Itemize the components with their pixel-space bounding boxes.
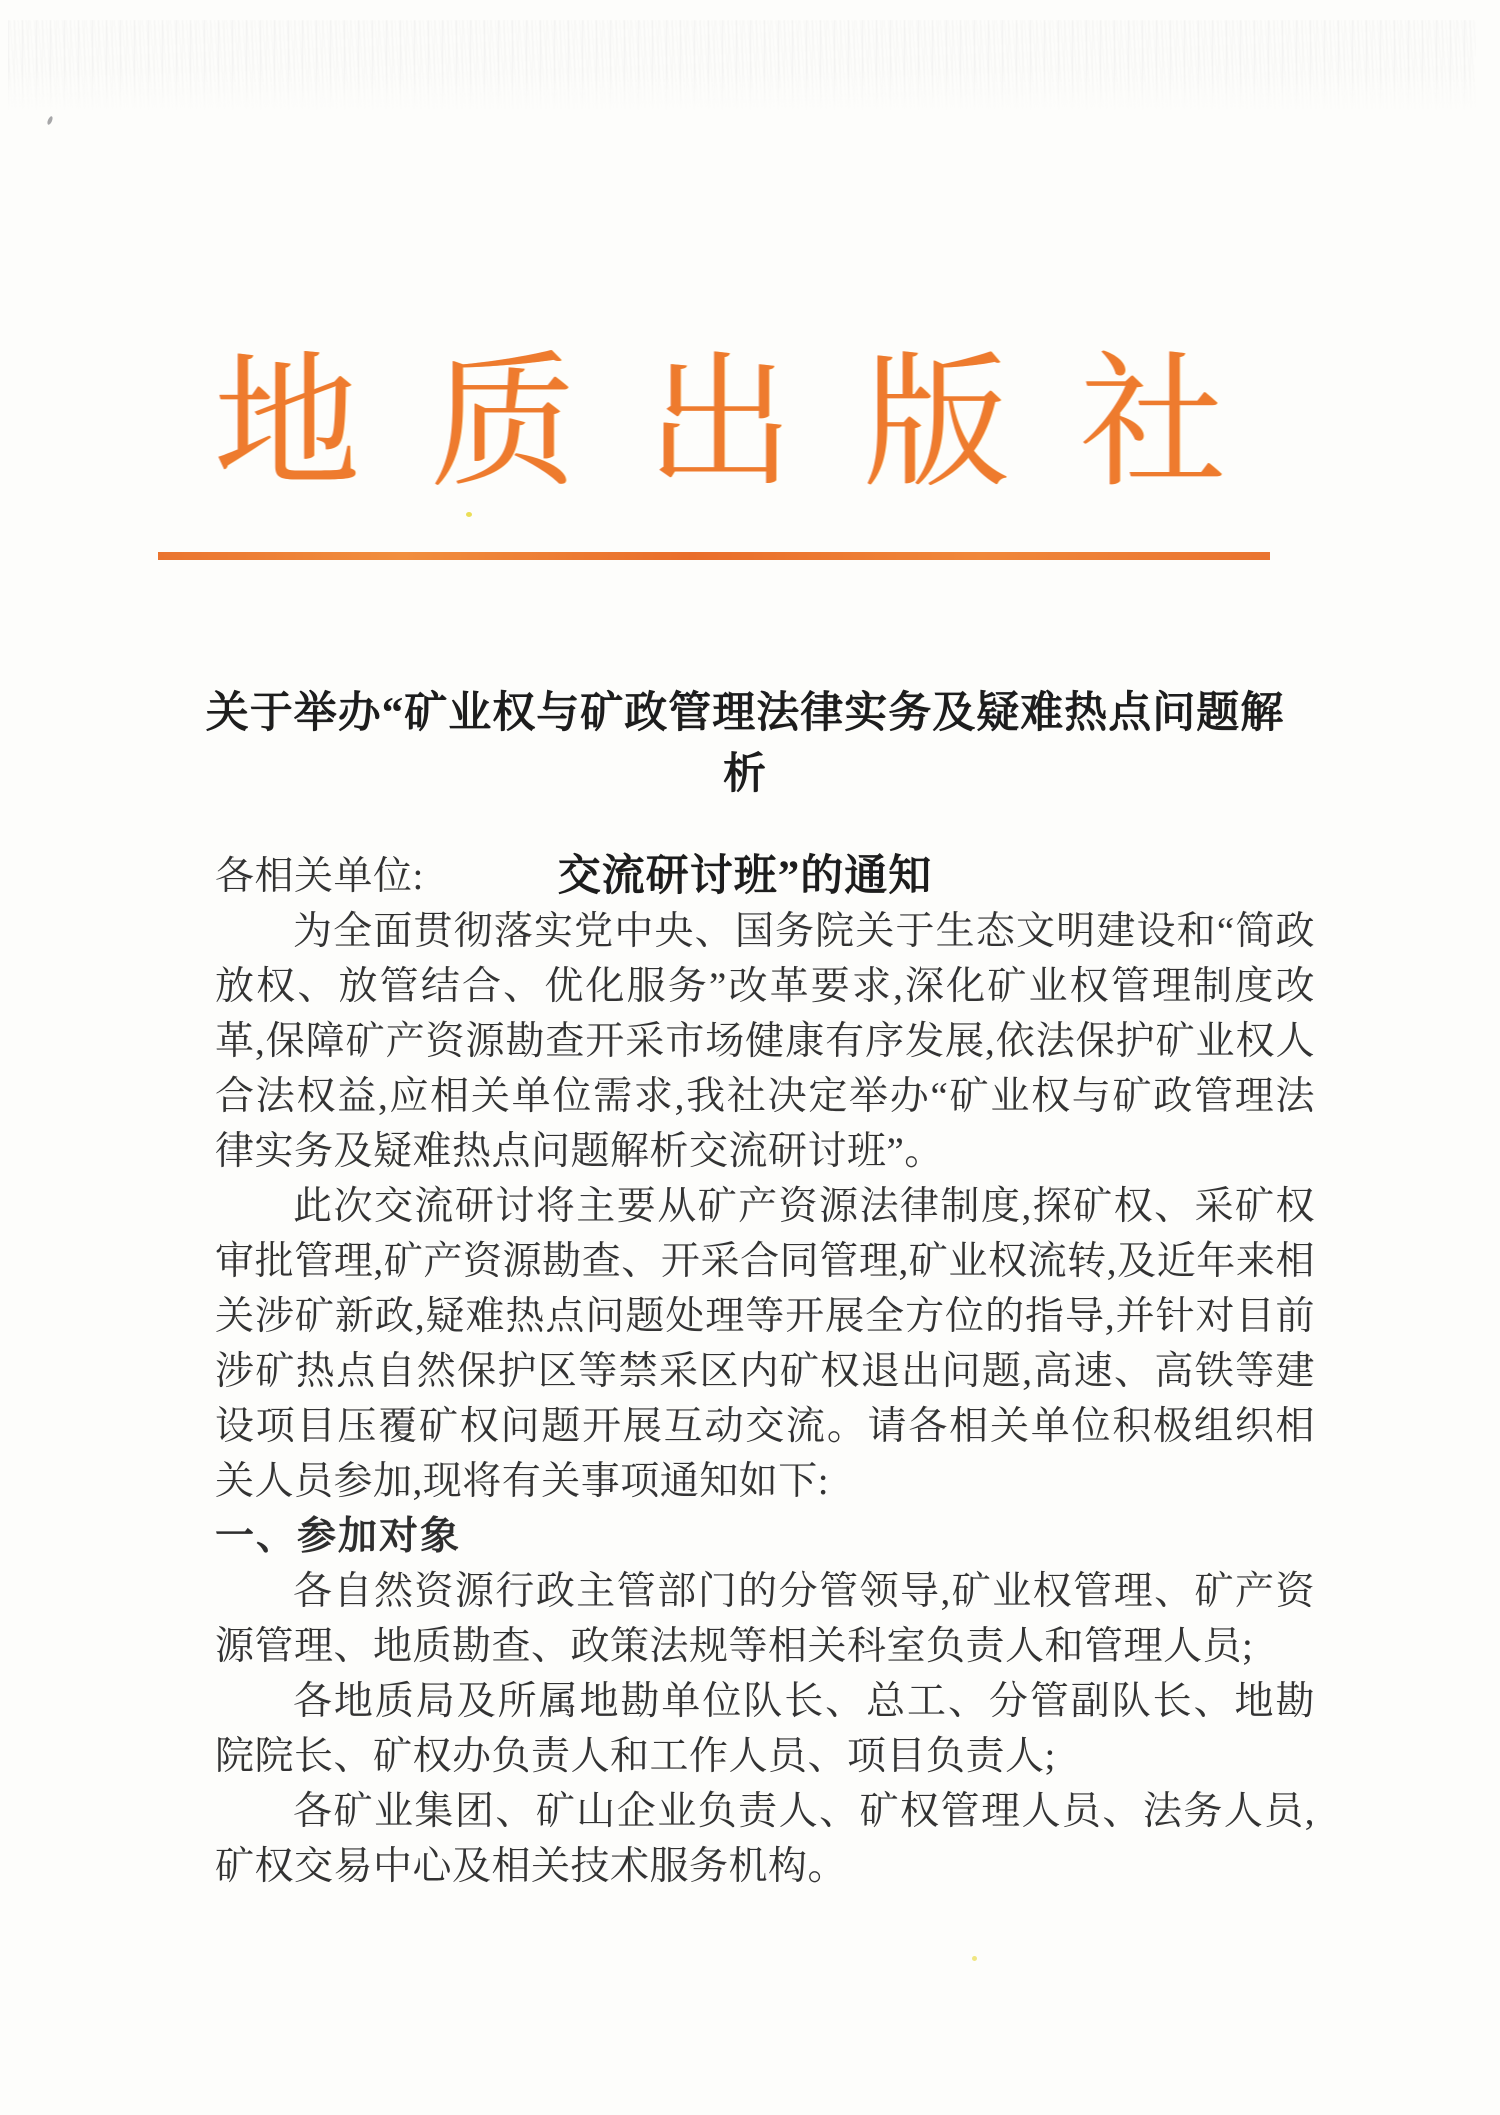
brand-character: 地 [214,343,360,505]
notice-title-line-2: 交流研讨班”的通知 [557,852,933,900]
paragraph-participants-2: 各地质局及所属地勘单位队长、总工、分管副队长、地勘院院长、矿权办负责人和工作人员、项目负责人; [215,1680,1315,1778]
ink-speck [972,1956,977,1961]
ink-speck [46,116,53,126]
salutation: 各相关单位: [215,855,424,898]
paragraph-participants-3: 各矿业集团、矿山企业负责人、矿权管理人员、法务人员,矿权交易中心及相关技术服务机构。 [215,1790,1315,1888]
paragraph-intro: 为全面贯彻落实党中央、国务院关于生态文明建设和“简政放权、放管结合、优化服务”改革要求,深化矿业权管理制度改革,保障矿产资源勘查开采市场健康有序发展,依法保护矿业权人合法权益,应相关单位需求,我社决定举办“矿业权与矿政管理法律实务及疑难热点问题解析交流研讨班”。 [215,910,1315,1173]
notice-body [215,849,1315,1894]
section-heading-participants: 一、参加对象 [215,1515,462,1558]
ink-speck [466,512,472,517]
notice-title-line-1: 关于举办“矿业权与矿政管理法律实务及疑难热点问题解析 [205,689,1285,798]
publisher-name [214,343,1226,505]
letterhead-divider [158,552,1270,560]
brand-character: 质 [430,343,577,505]
brand-character: 社 [1080,343,1226,505]
scan-artifact-band [8,20,1476,112]
paragraph-participants-1: 各自然资源行政主管部门的分管领导,矿业权管理、矿产资源管理、地质勘查、政策法规等相关科室负责人和管理人员; [215,1570,1315,1668]
brand-character: 出 [647,343,793,505]
paragraph-scope: 此次交流研讨将主要从矿产资源法律制度,探矿权、采矿权审批管理,矿产资源勘查、开采合同管理,矿业权流转,及近年来相关涉矿新政,疑难热点问题处理等开展全方位的指导,并针对目前涉矿热点自然保护区等禁采区内矿权退出问题,高速、高铁等建设项目压覆矿权问题开展互动交流。请各相关单位积极组织相关人员参加,现将有关事项通知如下: [215,1185,1315,1503]
brand-character: 版 [863,343,1010,505]
